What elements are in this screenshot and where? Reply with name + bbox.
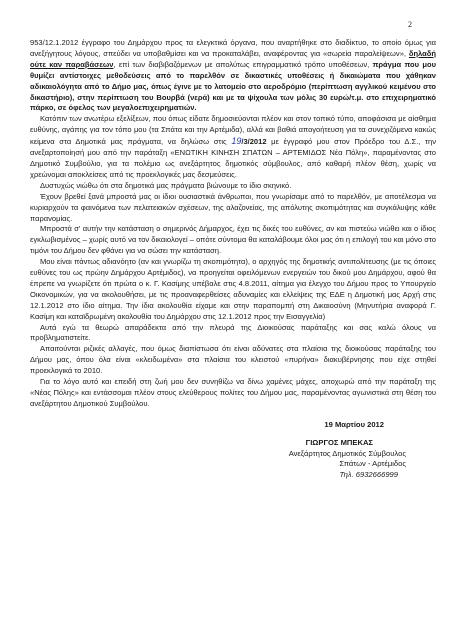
text-run: , επί των διαβιβαζόμενων με απολύτως επιγραμματικό τρόπο υποθέσεων, — [113, 59, 373, 69]
signatory-phone: Τηλ. 6932666999 — [339, 470, 398, 480]
text-run: Μπροστά σ' αυτήν την κατάσταση ο σημερινός Δήμαρχος, έχει τις δικές του ευθύνες, αν και πιστεύω νιώθει και ο ίδιος εγκλωβισμένος – χωρίς αυτό να τον δικαιολογεί – οπότε σύντομα θα καταλάβουμε όλοι μας ότι η επιλογή του και μόνο στο τιμόνι του Δήμου δεν φθάνει για να σώσει την κατάσταση. — [30, 224, 436, 256]
text-run: Δυστυχώς νιώθω ότι στα δημοτικά μας πράγματα βιώνουμε το ίδιο σκηνικό. — [40, 180, 292, 190]
text-run: Για το λόγο αυτό και επειδή στη ζωή μου δεν συνηθίζω να δίνω χαμένες μάχες, αποχωρώ από την παράταξη της «Νέας Πόλης» και εντάσσομαι πλέον στους ελεύθερους πολίτες του Δήμου μας, παραμένοντας αγωνιστικά στη θέση του ανεξάρτητου Δημοτικού Συμβούλου. — [30, 377, 436, 408]
text-run: Αυτά εγώ τα θεωρώ απαράδεκτα από την πλευρά της Διοικούσας παράταξης και σας καλώ όλους να προβληματιστείτε. — [30, 322, 436, 343]
signatory-municipality: Σπάτων - Αρτέμιδος — [339, 459, 406, 469]
text-run: 953/12.1.2012 έγγραφο του Δημάρχου προς τα ελεγκτικά όργανα, που αναρτήθηκε στο διαδίκτυο, το οποίο όμως για ανεξήγητους λόγους, σπεύδει να υποβαθμίσει και να προκαταλάβει, αναφέροντας για «σωρεία παραλείψεων», — [30, 38, 436, 58]
text-run: με έγγραφό μου στον Πρόεδρο του Δ.Σ., την ανεξαρτοποίησή μου από την παράταξη «ΕΝΩΤΙΚΗ ΚΙΝΗΣΗ ΣΠΑΤΩΝ – ΑΡΤΕΜΙΔΟΣ Νέα Πόλη», παραμένοντας στο Δημοτικό Συμβούλιο, για τα πολέμιο ως ανεξάρτητος δημοτικός σύμβουλος, από καθαρή πλέον θέση, χωρίς να χρεώνομαι αποκλείσεις από τις προεκλογικές μας δεσμεύσεις. — [30, 137, 436, 179]
text-run: δηλαδή ούτε καν παραβάσεων — [30, 48, 436, 69]
signatory-name: ΓΙΩΡΓΟΣ ΜΠΕΚΑΣ — [305, 437, 373, 447]
text-run: /3/2012 — [241, 137, 267, 147]
paragraph — [30, 181, 436, 192]
signature-block — [30, 438, 436, 481]
text-run: Έχουν βρεθεί ξανά μπροστά μας οι ίδιοι ουσιαστικά άνθρωποι, που γνωρίσαμε από το παρελθόν, με αποτέλεσμα να κυριαρχούν τα φαινόμενα των πελατειακών σχέσεων, της αλαζονείας, της απόλυτης σκοπιμότητας και συγκάλυψης κάθε παρανομίας. — [30, 191, 436, 223]
text-run: Απαιτούνται ριζικές αλλαγές, που όμως διαπίστωσα ότι είναι αδύνατες στα πλαίσια της διοικούσας παράταξης του Δήμου μας, όπου όλα είναι «κλειδωμένα» στα πλαίσια του κλειστού «πυρήνα» διακυβέρνησης που είχε στηθεί προεκλογικά το 2010. — [30, 344, 436, 376]
page-number: 2 — [408, 20, 412, 29]
text-run: πράγμα που μου θυμίζει αντίστοιχες μεθοδεύσεις από το παρελθόν σε δικαστικές υποθέσεις ή δικαιώματα που χάθηκαν αδικαιολόγητα από το Δήμο μας, όπως έγινε με το λατομείο στο αεροδρόμιο (περίπτωση αγγλικού κειμένου στο δικαστήριο), στην περίπτωση του Βουρβά (νερά) και με τα ψίχουλα των μόλις 30 ευρώ/τ.μ. στο επιχειρηματικό πάρκο, σε όφελος των μεγαλοεπιχειρηματιών. — [30, 59, 436, 113]
paragraph — [30, 257, 436, 322]
paragraph — [30, 38, 436, 114]
letter-date: 19 Μαρτίου 2012 — [324, 419, 384, 429]
paragraph — [30, 224, 436, 257]
text-run: Μου είναι πάντως αδιανόητο (αν και γνωρίζω τη σκοπιμότητα), ο αρχηγός της δημοτικής αντιπολίτευσης (με τις όποιες ευθύνες του ως πρώην Δημάρχου Αρτέμιδος), να προηγείται οφειλόμενων ενεργειών του δικού μου Δημάρχου, αφού θα έπρεπε να γνωρίζετε ότι πρώτα ο κ. Γ. Κασίμης υπέβαλε στις 4.8.2011, αίτημα για έλεγχο του Δήμου προς το Υπουργείο Οικονομικών, για να ακολουθήσει, με τις προαναφερθείσες αδυναμίες και ελλείψεις της ΕΔΕ η Δημοτική μας Αρχή στις 12.1.2012 στο ίδιο αίτημα. Την ίδια ακολουθία είχαμε και στην παραπομπή στη Δικαιοσύνη (Μηνυτήρια αναφορά Γ. Κασίμη και καταϊδρωμένη ακολουθία του Δημάρχου στις 12.1.2012 προς την Εισαγγελία) — [30, 257, 436, 321]
signatory-title: Ανεξάρτητος Δημοτικός Σύμβουλος — [288, 448, 406, 458]
letter-body — [30, 38, 436, 410]
paragraph — [30, 114, 436, 180]
text-run: Κατόπιν των ανωτέρω εξελίξεων, που όπως είδατε δημοσιεύονται πλέον και στον τοπικό τύπο, αποφάσισα με αίσθημα ευθύνης, αγάπης για τον τόπο μου (τα Σπάτα και την Αρτέμιδα), αλλά και βαθιά απογοήτευση για τα συνεχιζόμενα κακώς κείμενα στα Δημοτικά μας πράγματα, να δηλώσω στις — [30, 114, 436, 147]
text-run: 19 — [231, 136, 242, 147]
paragraph — [30, 323, 436, 345]
paragraph — [30, 377, 436, 410]
paragraph — [30, 344, 436, 377]
paragraph — [30, 192, 436, 225]
